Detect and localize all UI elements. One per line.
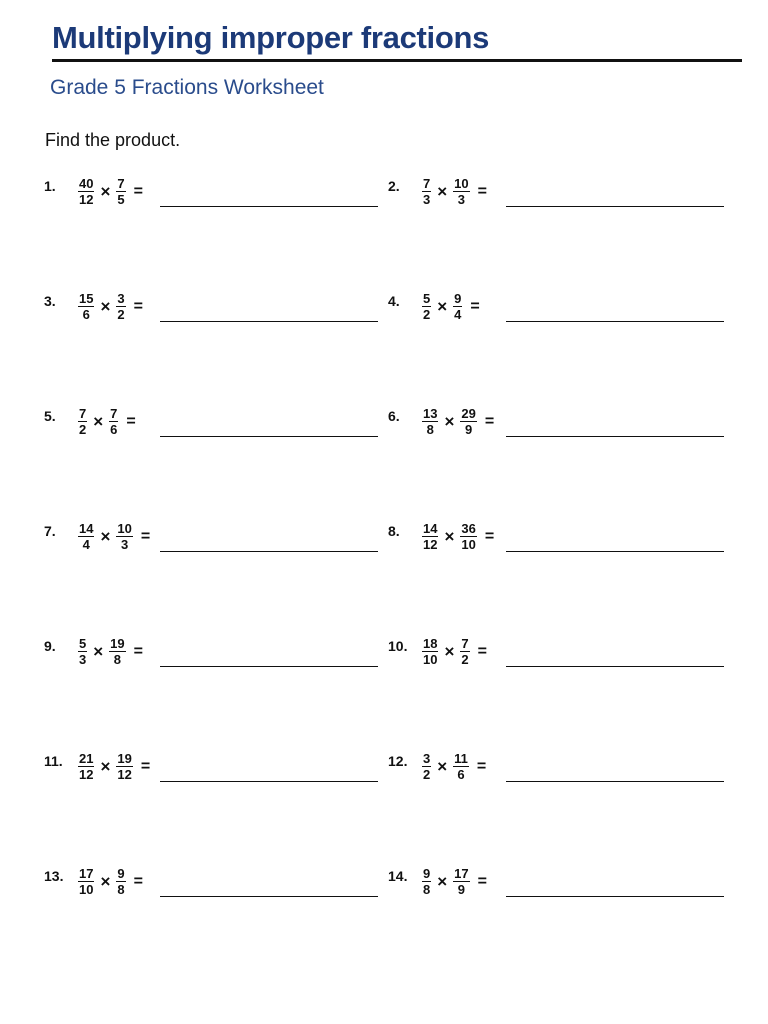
denominator: 4 <box>82 537 90 552</box>
numerator: 9 <box>454 291 462 306</box>
denominator: 9 <box>465 422 473 437</box>
numerator: 36 <box>461 521 476 536</box>
problem-6 <box>388 406 728 456</box>
numerator: 10 <box>117 521 132 536</box>
problem-number: 1. <box>44 178 56 194</box>
denominator: 6 <box>82 307 90 322</box>
second-fraction <box>116 866 125 897</box>
answer-line[interactable] <box>160 551 378 552</box>
denominator: 2 <box>423 767 431 782</box>
answer-line[interactable] <box>506 436 724 437</box>
first-fraction <box>422 866 431 897</box>
problem-14 <box>388 866 728 916</box>
numerator: 5 <box>423 291 431 306</box>
equals-sign: = <box>484 412 495 430</box>
numerator: 19 <box>117 751 132 766</box>
problem-10 <box>388 636 728 686</box>
numerator: 7 <box>79 406 87 421</box>
numerator: 3 <box>423 751 431 766</box>
second-fraction <box>109 406 118 437</box>
first-fraction <box>78 291 94 322</box>
answer-line[interactable] <box>506 206 724 207</box>
times-sign: × <box>437 181 448 201</box>
numerator: 10 <box>454 176 469 191</box>
denominator: 2 <box>79 422 87 437</box>
numerator: 15 <box>79 291 94 306</box>
denominator: 12 <box>117 767 132 782</box>
first-fraction <box>78 636 87 667</box>
denominator: 2 <box>461 652 469 667</box>
denominator: 3 <box>457 192 466 207</box>
fraction-expression <box>78 751 150 782</box>
problem-number: 12. <box>388 753 408 769</box>
problem-number: 8. <box>388 523 400 539</box>
problem-12 <box>388 751 728 801</box>
fraction-expression <box>422 291 480 322</box>
denominator: 8 <box>423 882 431 897</box>
first-fraction <box>422 176 431 207</box>
equals-sign: = <box>477 182 487 200</box>
numerator: 9 <box>117 866 125 881</box>
numerator: 40 <box>79 176 94 191</box>
numerator: 13 <box>423 406 438 421</box>
second-fraction <box>460 406 476 437</box>
answer-line[interactable] <box>160 206 378 207</box>
problem-number: 13. <box>44 868 64 884</box>
numerator: 14 <box>423 521 438 536</box>
fraction-expression <box>78 636 143 667</box>
second-fraction <box>453 751 469 782</box>
first-fraction <box>422 406 438 437</box>
numerator: 11 <box>454 751 468 766</box>
fraction-expression <box>422 636 487 667</box>
fraction-expression <box>78 866 143 897</box>
equals-sign: = <box>133 297 143 315</box>
problem-8 <box>388 521 728 571</box>
answer-line[interactable] <box>160 666 378 667</box>
problem-number: 10. <box>388 638 408 654</box>
numerator: 14 <box>79 521 94 536</box>
equals-sign: = <box>133 872 143 890</box>
denominator: 10 <box>461 537 476 552</box>
times-sign: × <box>437 756 448 776</box>
times-sign: × <box>444 641 455 661</box>
second-fraction <box>116 751 132 782</box>
problem-number: 5. <box>44 408 56 424</box>
times-sign: × <box>93 641 104 661</box>
second-fraction <box>453 176 469 207</box>
denominator: 8 <box>113 652 122 667</box>
denominator: 12 <box>423 537 438 552</box>
numerator: 7 <box>461 636 469 651</box>
numerator: 29 <box>461 406 476 421</box>
answer-line[interactable] <box>160 321 378 322</box>
problem-7 <box>44 521 384 571</box>
denominator: 10 <box>423 652 438 667</box>
denominator: 4 <box>454 307 462 322</box>
equals-sign: = <box>140 527 151 545</box>
denominator: 12 <box>79 192 94 207</box>
answer-line[interactable] <box>506 896 724 897</box>
second-fraction <box>116 291 125 322</box>
first-fraction <box>78 866 94 897</box>
first-fraction <box>422 751 431 782</box>
answer-line[interactable] <box>160 781 378 782</box>
times-sign: × <box>437 296 448 316</box>
equals-sign: = <box>140 757 151 775</box>
problem-number: 3. <box>44 293 56 309</box>
second-fraction <box>116 521 132 552</box>
times-sign: × <box>437 871 448 891</box>
problem-number: 7. <box>44 523 56 539</box>
equals-sign: = <box>126 412 136 430</box>
second-fraction <box>460 521 476 552</box>
problem-number: 11. <box>44 753 63 769</box>
times-sign: × <box>444 411 455 431</box>
problem-5 <box>44 406 384 456</box>
denominator: 3 <box>121 537 129 552</box>
denominator: 10 <box>79 882 94 897</box>
first-fraction <box>78 751 94 782</box>
answer-line[interactable] <box>506 551 724 552</box>
fraction-expression <box>422 406 494 437</box>
denominator: 2 <box>423 307 431 322</box>
answer-line[interactable] <box>160 896 378 897</box>
instruction-text: Find the product. <box>45 130 181 150</box>
problem-9 <box>44 636 384 686</box>
denominator: 3 <box>79 652 87 667</box>
fraction-expression <box>78 176 143 207</box>
problem-11 <box>44 751 384 801</box>
fraction-expression <box>422 751 486 782</box>
numerator: 3 <box>117 291 125 306</box>
fraction-expression <box>422 866 487 897</box>
problem-number: 6. <box>388 408 400 424</box>
problem-1 <box>44 176 384 226</box>
times-sign: × <box>100 871 111 891</box>
first-fraction <box>422 636 438 667</box>
answer-line[interactable] <box>506 321 724 322</box>
numerator: 5 <box>79 636 87 651</box>
times-sign: × <box>93 411 104 431</box>
denominator: 5 <box>117 192 125 207</box>
problem-number: 14. <box>388 868 408 884</box>
equals-sign: = <box>477 872 487 890</box>
second-fraction <box>460 636 469 667</box>
denominator: 8 <box>426 422 434 437</box>
equals-sign: = <box>470 297 480 315</box>
fraction-expression <box>78 291 143 322</box>
denominator: 8 <box>117 882 125 897</box>
times-sign: × <box>100 296 111 316</box>
problem-3 <box>44 291 384 341</box>
problem-number: 4. <box>388 293 400 309</box>
problem-number: 9. <box>44 638 56 654</box>
second-fraction <box>453 866 469 897</box>
equals-sign: = <box>477 642 487 660</box>
second-fraction <box>453 291 462 322</box>
problem-4 <box>388 291 728 341</box>
denominator: 2 <box>117 307 125 322</box>
numerator: 9 <box>423 866 431 881</box>
answer-line[interactable] <box>506 666 724 667</box>
numerator: 17 <box>79 866 94 881</box>
fraction-expression <box>422 521 494 552</box>
fraction-expression <box>78 406 136 437</box>
first-fraction <box>78 521 94 552</box>
denominator: 6 <box>110 422 118 437</box>
numerator: 17 <box>454 866 469 881</box>
worksheet-subtitle: Grade 5 Fractions Worksheet <box>50 76 324 99</box>
first-fraction <box>422 291 431 322</box>
times-sign: × <box>100 756 111 776</box>
equals-sign: = <box>476 757 487 775</box>
numerator: 19 <box>110 636 125 651</box>
equals-sign: = <box>133 642 143 660</box>
answer-line[interactable] <box>506 781 724 782</box>
answer-line[interactable] <box>160 436 378 437</box>
fraction-expression <box>422 176 487 207</box>
times-sign: × <box>100 526 111 546</box>
numerator: 7 <box>423 176 431 191</box>
numerator: 18 <box>423 636 438 651</box>
times-sign: × <box>444 526 455 546</box>
denominator: 12 <box>79 767 94 782</box>
fraction-expression <box>78 521 150 552</box>
denominator: 6 <box>457 767 465 782</box>
equals-sign: = <box>484 527 495 545</box>
denominator: 9 <box>457 882 466 897</box>
problem-2 <box>388 176 728 226</box>
numerator: 21 <box>79 751 94 766</box>
numerator: 7 <box>117 176 125 191</box>
numerator: 7 <box>110 406 118 421</box>
second-fraction <box>116 176 125 207</box>
equals-sign: = <box>133 182 143 200</box>
times-sign: × <box>100 181 111 201</box>
problem-number: 2. <box>388 178 400 194</box>
problem-13 <box>44 866 384 916</box>
second-fraction <box>109 636 125 667</box>
worksheet-title: Multiplying improper fractions <box>52 20 490 55</box>
first-fraction <box>78 176 94 207</box>
first-fraction <box>422 521 438 552</box>
first-fraction <box>78 406 87 437</box>
denominator: 3 <box>423 192 431 207</box>
